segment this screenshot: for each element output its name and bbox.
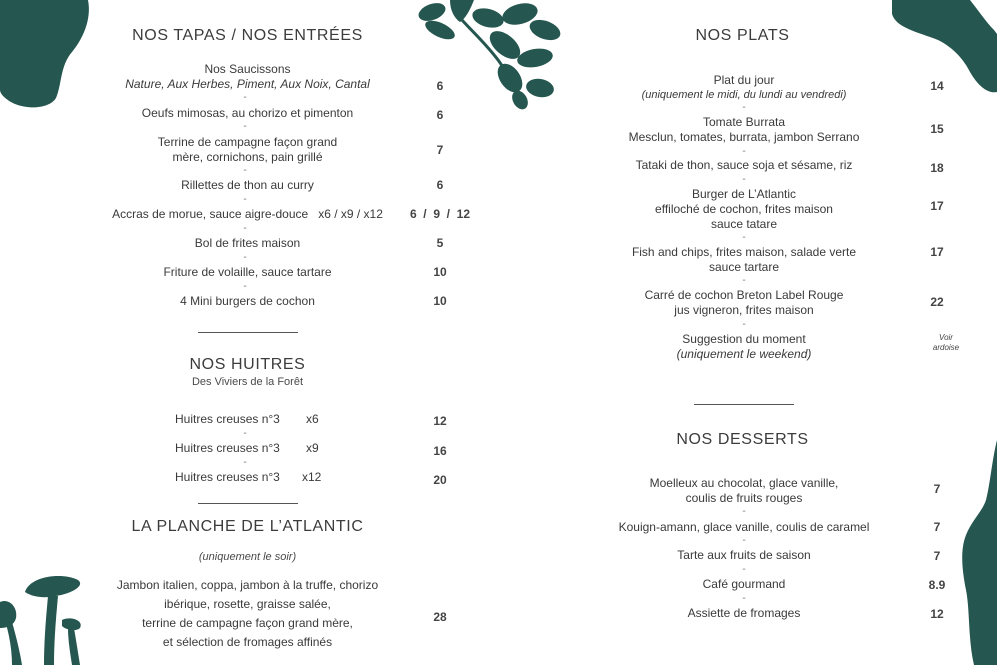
item-description: effiloché de cochon, frites maison: [655, 202, 833, 216]
separator-dash: -: [243, 194, 247, 205]
desserts-price-cafe-gourmand: 8.9: [928, 578, 946, 592]
desserts-item-kouign-amann: [595, 520, 893, 535]
plats-price-tataki: 18: [930, 161, 944, 175]
mushroom-illustration-bottom-right: [960, 440, 997, 665]
planche-line: ibérique, rosette, graisse salée,: [164, 597, 331, 611]
section-divider: [694, 404, 794, 405]
item-name: Accras de morue, sauce aigre-douce x6 / x9 / x12: [112, 207, 383, 221]
tapas-item-oeufs-mimosas: [100, 106, 395, 121]
item-name: Burger de L’Atlantic: [691, 187, 797, 201]
item-name: Suggestion du moment: [682, 332, 806, 346]
planche-line: et sélection de fromages affinés: [162, 635, 333, 649]
tapas-section-title: NOS TAPAS / NOS ENTRÉES: [132, 27, 363, 44]
tapas-price-friture: 10: [433, 265, 447, 279]
item-description: jus vigneron, frites maison: [674, 303, 814, 317]
planche-section-title: LA PLANCHE DE L’ATLANTIC: [131, 518, 364, 535]
item-name: Fish and chips, frites maison, salade verte: [631, 245, 857, 259]
desserts-section-title: NOS DESSERTS: [676, 431, 809, 448]
item-name: Carré de cochon Breton Label Rouge: [644, 288, 844, 302]
plats-price-carre-de-cochon: 22: [930, 295, 944, 309]
plats-item-carre-de-cochon: [595, 288, 893, 318]
item-description: (uniquement le midi, du lundi au vendredi): [641, 89, 847, 101]
item-name: Assiette de fromages: [687, 606, 801, 620]
huitres-item-name: Huitres creuses n°3: [175, 470, 280, 484]
item-name: Friture de volaille, sauce tartare: [163, 265, 332, 279]
separator-dash: -: [742, 506, 746, 517]
separator-dash: -: [243, 121, 247, 132]
plats-price-suggestion: [922, 333, 970, 353]
item-description: mère, cornichons, pain grillé: [172, 150, 323, 164]
desserts-item-moelleux: [595, 476, 893, 506]
item-description: sauce tatare: [710, 217, 778, 231]
huitres-price-x6: 12: [433, 414, 447, 428]
huitres-item-name: Huitres creuses n°3: [175, 441, 280, 455]
desserts-price-tarte: 7: [933, 549, 941, 563]
huitres-subtitle: Des Viviers de la Forêt: [191, 376, 304, 388]
price-line: ardoise: [932, 343, 960, 352]
separator-dash: -: [742, 174, 746, 185]
plats-item-tomate-burrata: [595, 115, 893, 145]
item-name: Plat du jour: [713, 73, 775, 87]
desserts-item-assiette-fromages: [595, 606, 893, 621]
plats-section-title: NOS PLATS: [695, 27, 790, 44]
tapas-item-mini-burgers: [100, 294, 395, 309]
plats-item-fish-and-chips: [595, 245, 893, 275]
leaf-illustration-top-center: [410, 0, 570, 115]
item-name: Rillettes de thon au curry: [181, 178, 314, 192]
tapas-item-rillettes: [100, 178, 395, 193]
separator-dash: -: [243, 281, 247, 292]
item-description: (uniquement le weekend): [676, 347, 812, 361]
desserts-price-assiette-fromages: 12: [930, 607, 944, 621]
desserts-item-tarte: [595, 548, 893, 563]
huitres-price-x12: 20: [433, 473, 447, 487]
item-name: 4 Mini burgers de cochon: [180, 294, 315, 308]
separator-dash: -: [243, 457, 247, 468]
separator-dash: -: [742, 146, 746, 157]
tapas-item-terrine: [100, 135, 395, 165]
separator-dash: -: [243, 92, 247, 103]
item-name: Tataki de thon, sauce soja et sésame, riz: [635, 158, 853, 172]
planche-line: terrine de campagne façon grand mère,: [142, 616, 353, 630]
plats-price-fish-and-chips: 17: [930, 245, 944, 259]
planche-line: Jambon italien, coppa, jambon à la truffe, chorizo: [116, 578, 379, 592]
separator-dash: -: [742, 275, 746, 286]
plats-price-tomate-burrata: 15: [930, 122, 944, 136]
tapas-price-frites: 5: [436, 236, 444, 250]
huitres-section-title: NOS HUITRES: [189, 356, 306, 373]
planche-note: (uniquement le soir): [198, 551, 297, 563]
item-description: sauce tartare: [708, 260, 780, 274]
separator-dash: -: [742, 564, 746, 575]
tapas-price-rillettes: 6: [436, 178, 444, 192]
item-description: Nature, Aux Herbes, Piment, Aux Noix, Cantal: [125, 77, 370, 91]
separator-dash: -: [742, 232, 746, 243]
tapas-price-mini-burgers: 10: [433, 294, 447, 308]
item-name: Nos Saucissons: [204, 62, 291, 76]
separator-dash: -: [742, 535, 746, 546]
plats-item-suggestion: [595, 332, 893, 362]
section-divider: [198, 332, 298, 333]
desserts-item-cafe-gourmand: [595, 577, 893, 592]
item-description: coulis de fruits rouges: [685, 491, 803, 505]
separator-dash: -: [243, 223, 247, 234]
item-name: Moelleux au chocolat, glace vanille,: [649, 476, 839, 490]
plats-item-burger: [595, 187, 893, 232]
tapas-price-accras: 6 / 9 / 12: [409, 207, 471, 221]
separator-dash: -: [243, 428, 247, 439]
plats-item-tataki: [595, 158, 893, 173]
huitres-item-qty: x6: [306, 412, 319, 426]
separator-dash: -: [742, 593, 746, 604]
huitres-item-qty: x12: [302, 470, 322, 484]
tapas-price-terrine: 7: [436, 143, 444, 157]
mushroom-illustration-bottom-left: [0, 570, 95, 665]
tapas-item-saucissons: [100, 62, 395, 92]
plats-price-burger: 17: [930, 199, 944, 213]
tapas-price-saucissons: 6: [436, 79, 444, 93]
planche-price: 28: [433, 610, 447, 624]
mushroom-illustration-top-left: [0, 0, 100, 110]
separator-dash: -: [243, 252, 247, 263]
item-description: Mesclun, tomates, burrata, jambon Serrano: [628, 130, 860, 144]
huitres-item-name: Huitres creuses n°3: [175, 412, 280, 426]
desserts-price-moelleux: 7: [933, 482, 941, 496]
separator-dash: -: [742, 319, 746, 330]
tapas-item-accras: [95, 207, 400, 222]
planche-description: [95, 576, 400, 652]
desserts-price-kouign-amann: 7: [933, 520, 941, 534]
huitres-price-x9: 16: [433, 444, 447, 458]
item-name: Oeufs mimosas, au chorizo et pimenton: [141, 106, 354, 120]
item-name: Bol de frites maison: [194, 236, 301, 250]
tapas-item-frites: [100, 236, 395, 251]
item-name: Café gourmand: [702, 577, 786, 591]
huitres-item-qty: x9: [306, 441, 319, 455]
plats-price-plat-du-jour: 14: [930, 79, 944, 93]
plats-item-plat-du-jour: [595, 73, 893, 103]
separator-dash: -: [243, 165, 247, 176]
price-line: Voir: [939, 333, 953, 342]
section-divider: [198, 503, 298, 504]
item-name: Tomate Burrata: [702, 115, 786, 129]
item-name: Tarte aux fruits de saison: [677, 548, 811, 562]
separator-dash: -: [742, 102, 746, 113]
item-name: Terrine de campagne façon grand: [157, 135, 338, 149]
item-name: Kouign-amann, glace vanille, coulis de caramel: [618, 520, 870, 534]
tapas-price-oeufs-mimosas: 6: [436, 108, 444, 122]
tapas-item-friture: [100, 265, 395, 280]
